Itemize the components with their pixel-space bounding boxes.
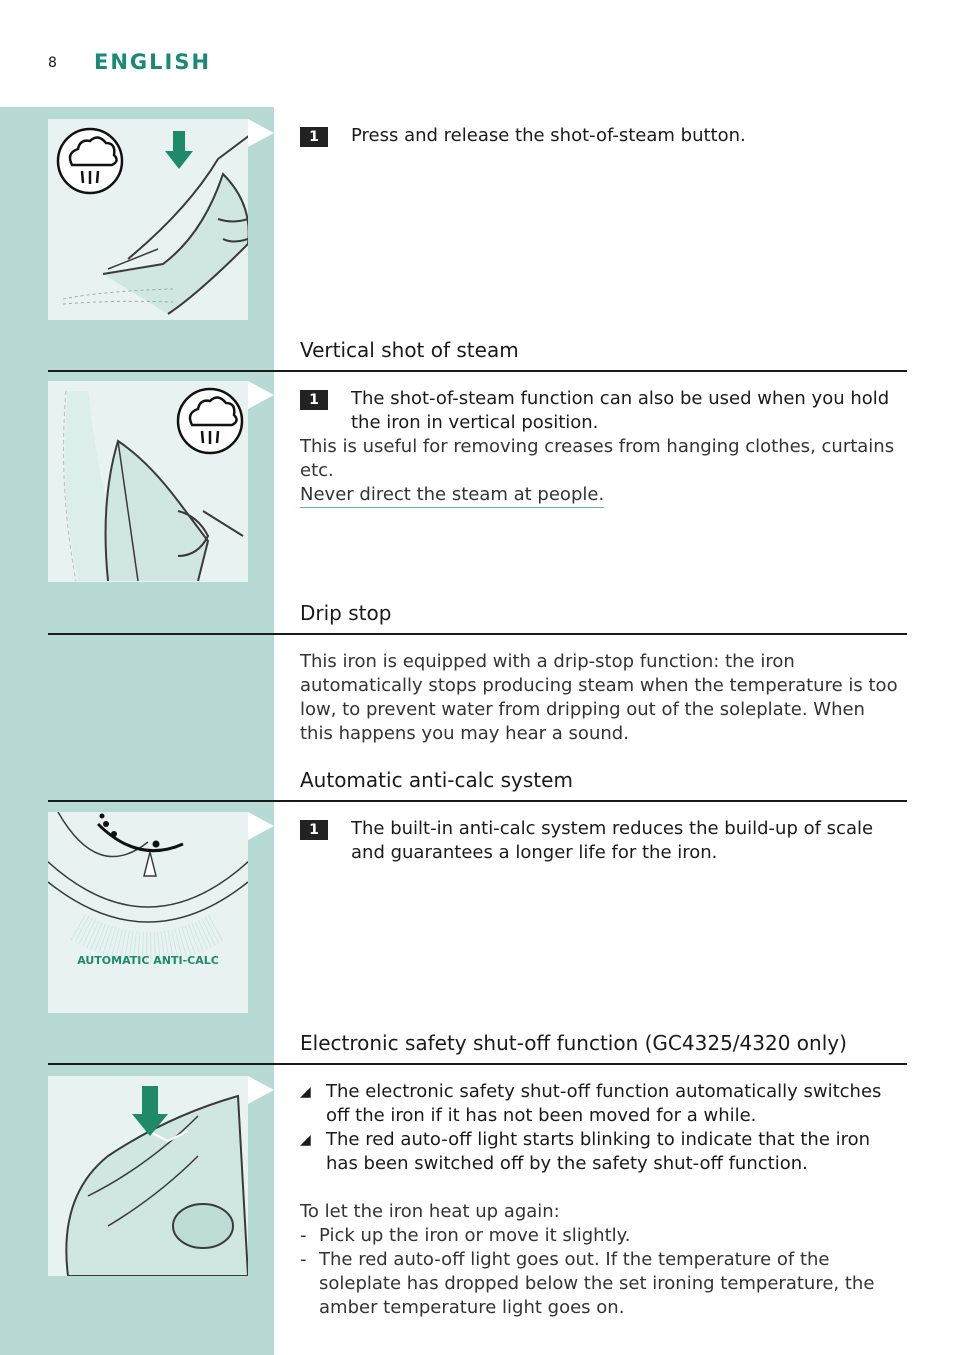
bullet-item <box>300 1080 900 1128</box>
figure-pointer <box>248 119 274 147</box>
dash-item: - The red auto-off light goes out. If the temperature of the soleplate has dropped below the set ironing temperature, the amber temperature light goes on. <box>300 1248 900 1320</box>
bullet-triangle-icon: ◢ <box>300 1084 311 1100</box>
step-number: 1 <box>300 127 328 147</box>
paragraph-vertical: This is useful for removing creases from hanging clothes, curtains etc. <box>300 436 895 481</box>
steam-cloud-icon <box>178 389 242 453</box>
section-divider <box>48 370 907 372</box>
section-divider <box>48 1063 907 1065</box>
figure-safety-shut-off <box>48 1076 248 1276</box>
figure-pointer <box>248 812 274 840</box>
bullet-text: The electronic safety shut-off function automatically switches off the iron if it has not been moved for a while. <box>326 1081 882 1126</box>
down-arrow-icon <box>165 131 193 169</box>
steam-cloud-icon <box>58 129 122 193</box>
bullet-triangle-icon: ◢ <box>300 1132 311 1148</box>
section-divider <box>48 800 907 802</box>
step-text: The built-in anti-calc system reduces the build-up of scale and guarantees a longer life for the iron. <box>351 818 874 863</box>
heading-drip-stop: Drip stop <box>300 601 392 625</box>
bullet-text: The red auto-off light starts blinking to indicate that the iron has been switched off by the safety shut-off function. <box>326 1129 871 1174</box>
warning-text: Never direct the steam at people. <box>300 483 604 508</box>
language-header: ENGLISH <box>94 50 212 74</box>
step-vertical-shot <box>300 387 900 435</box>
heading-anti-calc: Automatic anti-calc system <box>300 768 573 792</box>
dash-item: - Pick up the iron or move it slightly. <box>300 1224 900 1248</box>
heading-safety-shut-off: Electronic safety shut-off function (GC4325/4320 only) <box>300 1031 847 1055</box>
step-anti-calc <box>300 817 900 865</box>
heading-vertical-shot: Vertical shot of steam <box>300 338 519 362</box>
step-shot-of-steam <box>300 124 900 148</box>
dash-text: Pick up the iron or move it slightly. <box>319 1225 631 1246</box>
figure-shot-of-steam <box>48 119 248 320</box>
page-number: 8 <box>48 55 57 71</box>
dash-text: The red auto-off light goes out. If the temperature of the soleplate has dropped below the set ironing temperature, the amber temperature light goes on. <box>319 1249 875 1318</box>
bullet-item <box>300 1128 900 1176</box>
step-number: 1 <box>300 390 328 410</box>
paragraph-heat-up-intro: To let the iron heat up again: <box>300 1201 560 1222</box>
section-divider <box>48 633 907 635</box>
paragraph-drip-stop: This iron is equipped with a drip-stop function: the iron automatically stops producing steam when the temperature is too low, to prevent water from dripping out of the soleplate. When this happens you may hear a sound. <box>300 651 898 744</box>
figure-pointer <box>248 381 274 409</box>
step-number: 1 <box>300 820 328 840</box>
step-text: The shot-of-steam function can also be used when you hold the iron in vertical position. <box>351 388 890 433</box>
figure-vertical-steam <box>48 381 248 582</box>
figure-pointer <box>248 1076 274 1104</box>
step-text: Press and release the shot-of-steam button. <box>351 125 746 146</box>
anti-calc-label: AUTOMATIC ANTI-CALC <box>77 954 219 967</box>
figure-anti-calc <box>48 812 248 1013</box>
